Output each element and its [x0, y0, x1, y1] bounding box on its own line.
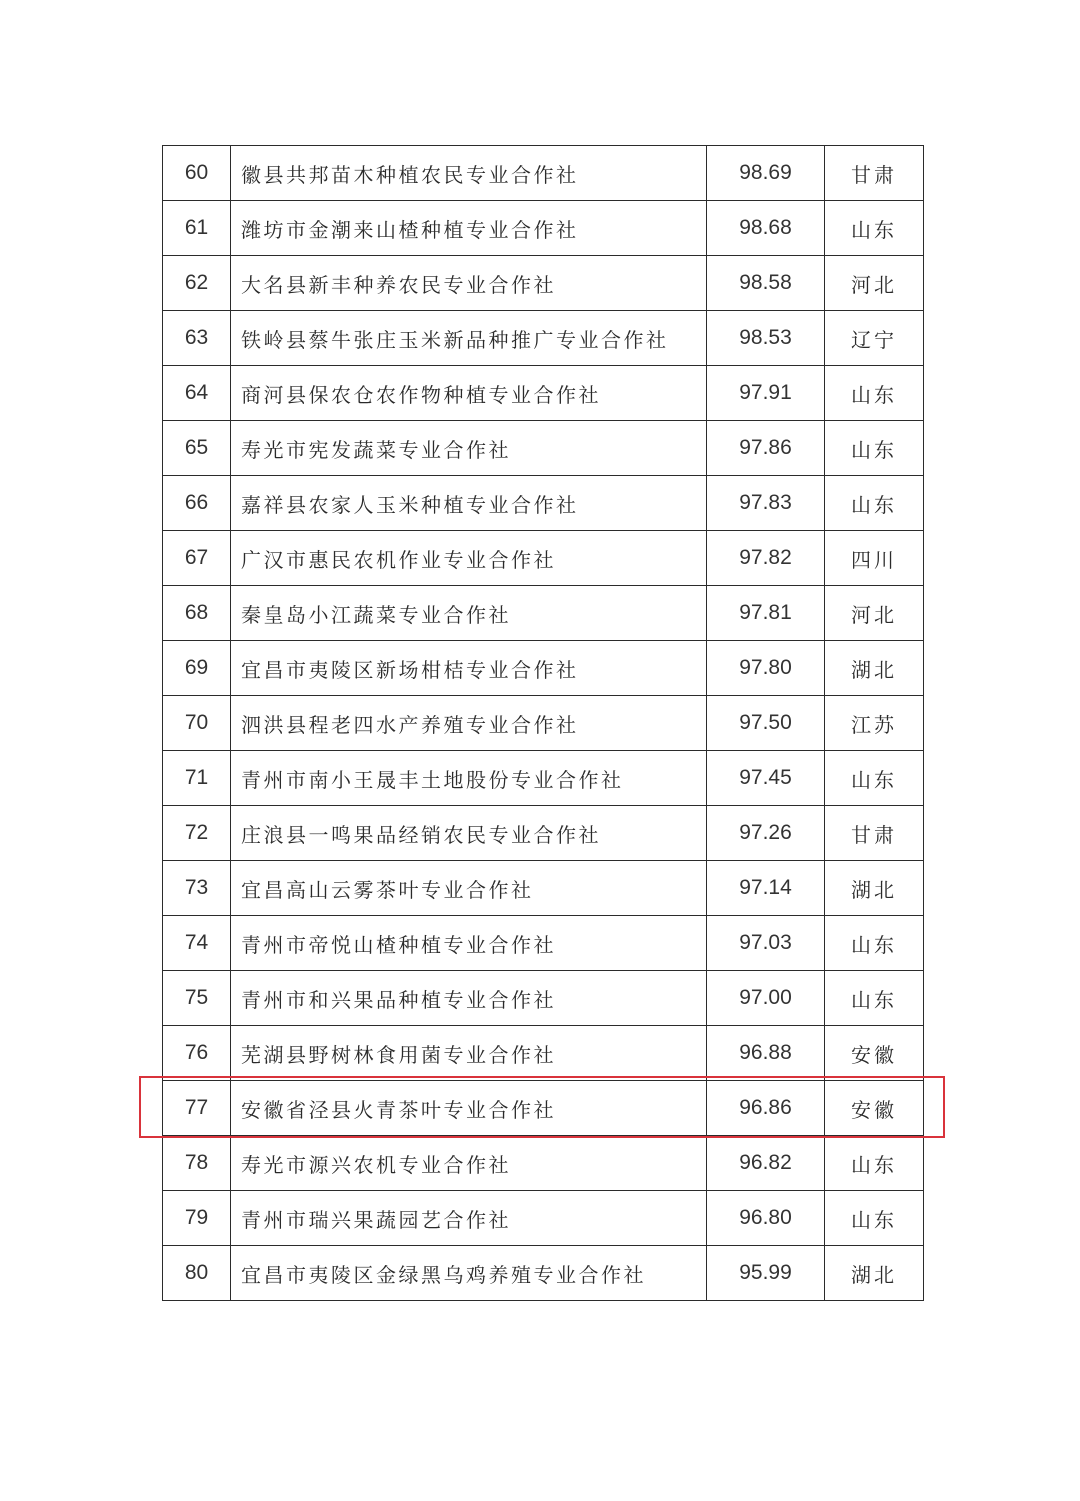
score-cell: 97.80 [707, 641, 825, 696]
score-cell: 98.53 [707, 311, 825, 366]
cooperative-name-cell: 大名县新丰种养农民专业合作社 [231, 256, 707, 311]
rank-cell: 66 [163, 476, 231, 531]
rank-cell: 64 [163, 366, 231, 421]
cooperative-name-cell: 安徽省泾县火青茶叶专业合作社 [231, 1081, 707, 1136]
cooperative-name-cell: 泗洪县程老四水产养殖专业合作社 [231, 696, 707, 751]
rank-cell: 71 [163, 751, 231, 806]
rank-cell: 78 [163, 1136, 231, 1191]
rank-cell: 67 [163, 531, 231, 586]
rank-cell: 72 [163, 806, 231, 861]
score-cell: 97.14 [707, 861, 825, 916]
cooperative-name-cell: 青州市和兴果品种植专业合作社 [231, 971, 707, 1026]
table-row [163, 366, 924, 421]
score-cell: 97.03 [707, 916, 825, 971]
table-row [163, 696, 924, 751]
cooperative-name-cell: 宜昌高山云雾茶叶专业合作社 [231, 861, 707, 916]
rank-cell: 75 [163, 971, 231, 1026]
table-row [163, 916, 924, 971]
table-row [163, 806, 924, 861]
cooperative-name-cell: 徽县共邦苗木种植农民专业合作社 [231, 146, 707, 201]
province-cell: 山东 [825, 201, 924, 256]
rank-cell: 70 [163, 696, 231, 751]
table-row [163, 256, 924, 311]
table-row [163, 1136, 924, 1191]
province-cell: 甘肃 [825, 146, 924, 201]
score-cell: 97.91 [707, 366, 825, 421]
rank-cell: 65 [163, 421, 231, 476]
table-row [163, 1246, 924, 1301]
score-cell: 97.83 [707, 476, 825, 531]
score-cell: 97.50 [707, 696, 825, 751]
score-cell: 96.88 [707, 1026, 825, 1081]
province-cell: 山东 [825, 751, 924, 806]
ranking-table [162, 145, 924, 1301]
province-cell: 河北 [825, 586, 924, 641]
score-cell: 97.81 [707, 586, 825, 641]
rank-cell: 63 [163, 311, 231, 366]
province-cell: 山东 [825, 366, 924, 421]
province-cell: 山东 [825, 916, 924, 971]
score-cell: 98.58 [707, 256, 825, 311]
rank-cell: 61 [163, 201, 231, 256]
province-cell: 河北 [825, 256, 924, 311]
province-cell: 安徽 [825, 1081, 924, 1136]
table-row [163, 861, 924, 916]
province-cell: 湖北 [825, 641, 924, 696]
rank-cell: 76 [163, 1026, 231, 1081]
ranking-table-body [163, 146, 924, 1301]
province-cell: 山东 [825, 971, 924, 1026]
ranking-table-container [162, 145, 923, 1301]
table-row [163, 146, 924, 201]
rank-cell: 79 [163, 1191, 231, 1246]
table-row [163, 421, 924, 476]
cooperative-name-cell: 铁岭县蔡牛张庄玉米新品种推广专业合作社 [231, 311, 707, 366]
table-row [163, 971, 924, 1026]
cooperative-name-cell: 寿光市宪发蔬菜专业合作社 [231, 421, 707, 476]
province-cell: 辽宁 [825, 311, 924, 366]
cooperative-name-cell: 宜昌市夷陵区新场柑桔专业合作社 [231, 641, 707, 696]
rank-cell: 73 [163, 861, 231, 916]
province-cell: 山东 [825, 1136, 924, 1191]
rank-cell: 77 [163, 1081, 231, 1136]
rank-cell: 69 [163, 641, 231, 696]
cooperative-name-cell: 商河县保农仓农作物种植专业合作社 [231, 366, 707, 421]
province-cell: 甘肃 [825, 806, 924, 861]
score-cell: 97.00 [707, 971, 825, 1026]
cooperative-name-cell: 宜昌市夷陵区金绿黑乌鸡养殖专业合作社 [231, 1246, 707, 1301]
cooperative-name-cell: 青州市瑞兴果蔬园艺合作社 [231, 1191, 707, 1246]
province-cell: 安徽 [825, 1026, 924, 1081]
rank-cell: 60 [163, 146, 231, 201]
cooperative-name-cell: 潍坊市金潮来山楂种植专业合作社 [231, 201, 707, 256]
table-row [163, 311, 924, 366]
score-cell: 96.80 [707, 1191, 825, 1246]
cooperative-name-cell: 青州市南小王晟丰土地股份专业合作社 [231, 751, 707, 806]
province-cell: 四川 [825, 531, 924, 586]
table-row [163, 476, 924, 531]
cooperative-name-cell: 庄浪县一鸣果品经销农民专业合作社 [231, 806, 707, 861]
cooperative-name-cell: 青州市帝悦山楂种植专业合作社 [231, 916, 707, 971]
score-cell: 97.45 [707, 751, 825, 806]
cooperative-name-cell: 寿光市源兴农机专业合作社 [231, 1136, 707, 1191]
province-cell: 山东 [825, 421, 924, 476]
score-cell: 98.69 [707, 146, 825, 201]
cooperative-name-cell: 秦皇岛小江蔬菜专业合作社 [231, 586, 707, 641]
rank-cell: 62 [163, 256, 231, 311]
table-row [163, 531, 924, 586]
rank-cell: 80 [163, 1246, 231, 1301]
score-cell: 96.86 [707, 1081, 825, 1136]
province-cell: 山东 [825, 1191, 924, 1246]
table-row [163, 641, 924, 696]
province-cell: 湖北 [825, 861, 924, 916]
province-cell: 江苏 [825, 696, 924, 751]
rank-cell: 74 [163, 916, 231, 971]
score-cell: 98.68 [707, 201, 825, 256]
rank-cell: 68 [163, 586, 231, 641]
score-cell: 95.99 [707, 1246, 825, 1301]
cooperative-name-cell: 嘉祥县农家人玉米种植专业合作社 [231, 476, 707, 531]
table-row [163, 586, 924, 641]
table-row [163, 1081, 924, 1136]
cooperative-name-cell: 芜湖县野树林食用菌专业合作社 [231, 1026, 707, 1081]
table-row [163, 1191, 924, 1246]
province-cell: 湖北 [825, 1246, 924, 1301]
score-cell: 97.86 [707, 421, 825, 476]
province-cell: 山东 [825, 476, 924, 531]
table-row [163, 201, 924, 256]
score-cell: 96.82 [707, 1136, 825, 1191]
score-cell: 97.26 [707, 806, 825, 861]
cooperative-name-cell: 广汉市惠民农机作业专业合作社 [231, 531, 707, 586]
table-row-highlighted [163, 1026, 924, 1081]
table-row [163, 751, 924, 806]
score-cell: 97.82 [707, 531, 825, 586]
